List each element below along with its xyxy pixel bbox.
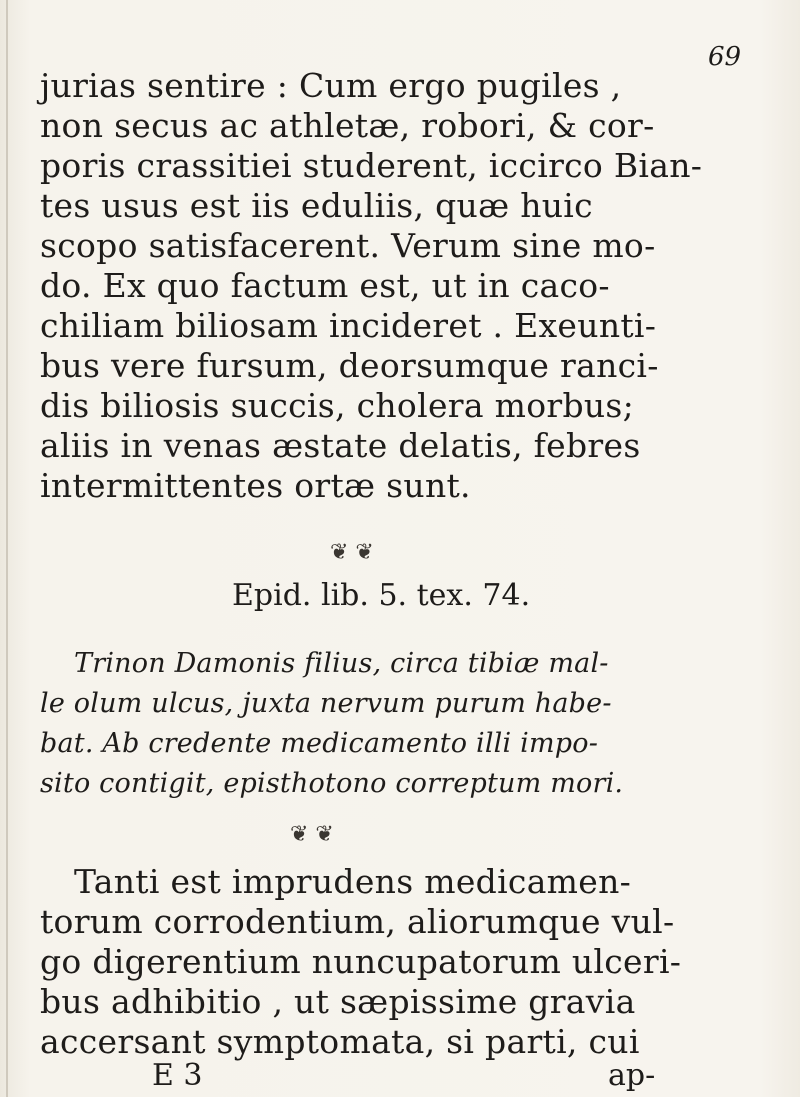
text-line: dis biliosis succis, cholera morbus;: [40, 386, 635, 425]
text-line: jurias sentire : Cum ergo pugiles ,: [40, 66, 622, 105]
text-line: tes usus est iis eduliis, quæ huic: [40, 186, 593, 225]
text-line: scopo satisfacerent. Verum sine mo-: [40, 226, 656, 265]
italic-line: le olum ulcus, juxta nervum purum habe-: [40, 688, 612, 719]
text-line: aliis in venas æstate delatis, febres: [40, 426, 641, 465]
text-line: torum corrodentium, aliorumque vul-: [40, 902, 675, 941]
text-line: intermittentes ortæ sunt.: [40, 466, 471, 505]
italic-line: sito contigit, episthotono correptum mori.: [40, 768, 624, 799]
text-line: accersant symptomata, si parti, cui: [40, 1022, 640, 1061]
text-line: do. Ex quo factum est, ut in caco-: [40, 266, 610, 305]
page-number: 69: [708, 42, 742, 72]
text-line: go digerentium nuncupatorum ulceri-: [40, 942, 682, 981]
section-heading: Epid. lib. 5. tex. 74.: [232, 578, 531, 613]
catchword: ap-: [608, 1058, 656, 1093]
text-line: non secus ac athletæ, robori, & cor-: [40, 106, 655, 145]
text-line: Tanti est imprudens medicamen-: [74, 862, 632, 901]
text-line: chiliam biliosam incideret . Exeunti-: [40, 306, 657, 345]
page-edge: [6, 0, 8, 1097]
italic-line: bat. Ab credente medicamento illi impo-: [40, 728, 599, 759]
signature-mark: E 3: [152, 1058, 203, 1093]
ornament-divider: ❦ ❦: [330, 540, 374, 565]
ornament-divider: ❦ ❦: [290, 822, 334, 847]
text-line: bus adhibitio , ut sæpissime gravia: [40, 982, 636, 1021]
italic-line: Trinon Damonis filius, circa tibiæ mal-: [74, 648, 609, 679]
text-line: bus vere fursum, deorsumque ranci-: [40, 346, 659, 385]
text-line: poris crassitiei studerent, iccirco Bian-: [40, 146, 703, 185]
